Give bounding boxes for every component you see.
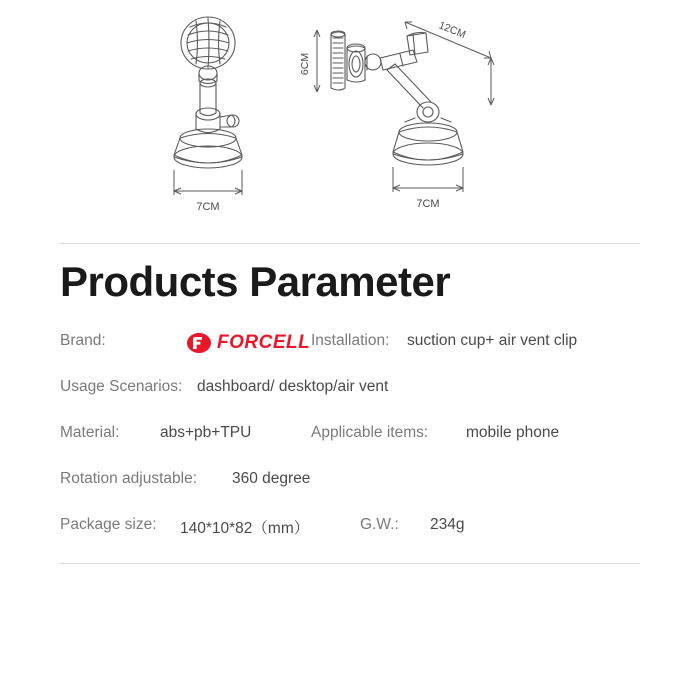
right-width-dimension-label: 7CM (416, 198, 440, 210)
spec-row-material (60, 422, 640, 468)
left-width-dimension-label: 7CM (196, 201, 220, 213)
spec-row-brand (60, 330, 640, 376)
spec-value-installation: suction cup+ air vent clip (407, 332, 578, 349)
forcell-logo (186, 332, 310, 354)
spec-label-package-size: Package size: (60, 516, 157, 533)
right-product-diagram (295, 0, 555, 225)
spec-row-usage-scenarios (60, 376, 640, 422)
spec-value-usage-scenarios: dashboard/ desktop/air vent (197, 378, 389, 395)
forcell-logo-text: FORCELL (217, 332, 311, 353)
spec-label-usage-scenarios: Usage Scenarios: (60, 378, 183, 395)
section-divider-bottom (60, 563, 640, 564)
page-title: Products Parameter (60, 258, 451, 305)
right-length-dimension-label: 12CM (436, 19, 468, 42)
spec-list (60, 330, 640, 560)
spec-row-rotation (60, 468, 640, 514)
product-diagram-area (0, 0, 700, 240)
spec-value-material: abs+pb+TPU (160, 424, 252, 441)
spec-label-installation: Installation: (311, 332, 390, 349)
spec-value-rotation: 360 degree (232, 470, 311, 487)
spec-value-gross-weight: 234g (430, 516, 465, 533)
forcell-logo-icon (186, 332, 212, 354)
spec-label-material: Material: (60, 424, 120, 441)
right-height-dimension-label: 6CM (299, 52, 311, 76)
spec-label-gross-weight: G.W.: (360, 516, 399, 533)
spec-label-rotation: Rotation adjustable: (60, 470, 198, 487)
spec-value-applicable-items: mobile phone (466, 424, 560, 441)
spec-value-package-size: 140*10*82（mm） (180, 520, 310, 537)
section-divider-top (60, 243, 640, 244)
spec-label-applicable-items: Applicable items: (311, 424, 429, 441)
spec-row-package-size (60, 514, 640, 560)
spec-label-brand: Brand: (60, 332, 106, 349)
left-product-diagram (150, 5, 310, 225)
